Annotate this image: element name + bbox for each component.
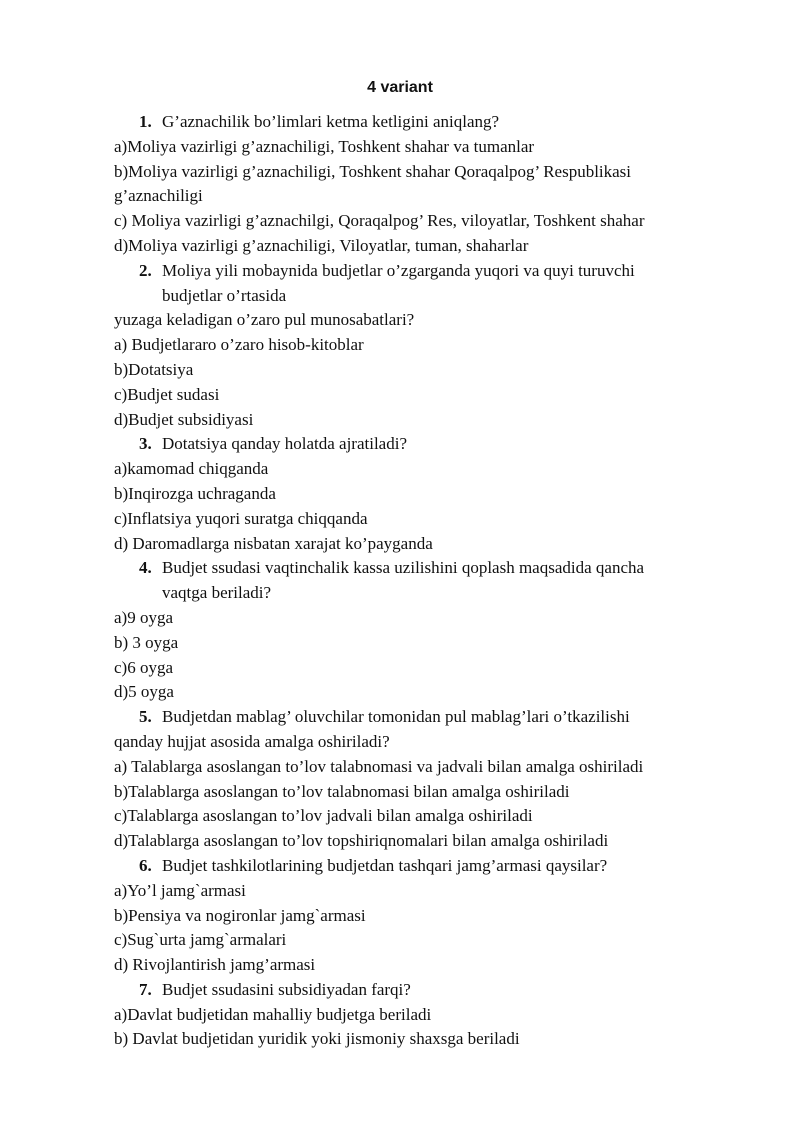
question-text-line: vaqtga beriladi?	[162, 583, 272, 603]
question-number: 7.	[139, 979, 152, 999]
question-5	[139, 705, 754, 730]
option-b: b) Davlat budjetidan yuridik yoki jismoniy shaxsga beriladi	[114, 1029, 520, 1049]
question-4	[139, 556, 754, 606]
question-text-line: Moliya yili mobaynida budjetlar o’zgarganda yuqori va quyi turuvchi	[162, 260, 635, 280]
option-b: b)Talablarga asoslangan to’lov talabnomasi bilan amalga oshiriladi	[114, 781, 570, 801]
question-number: 4.	[139, 558, 152, 578]
option-b: b)Inqirozga uchraganda	[114, 483, 276, 503]
option-d: d)5 oyga	[114, 682, 174, 702]
option-a: a) Talablarga asoslangan to’lov talabnomasi va jadvali bilan amalga oshiriladi	[114, 756, 644, 776]
option-c: c)Talablarga asoslangan to’lov jadvali bilan amalga oshiriladi	[114, 806, 533, 826]
question-text: Budjet ssudasini subsidiyadan farqi?	[162, 979, 411, 999]
option-a: a)kamomad chiqganda	[114, 459, 269, 479]
option-d: d) Daromadlarga nisbatan xarajat ko’payganda	[114, 533, 433, 553]
option-d: d) Rivojlantirish jamg’armasi	[114, 955, 316, 975]
option-b: b)Moliya vazirligi g’aznachiligi, Toshkent shahar Qoraqalpog’ Respublikasi	[114, 161, 632, 181]
question-number: 6.	[139, 855, 152, 875]
option-d: d)Talablarga asoslangan to’lov topshiriqnomalari bilan amalga oshiriladi	[114, 831, 609, 851]
question-number: 1.	[139, 112, 152, 131]
question-number: 2.	[139, 260, 152, 280]
option-a: a)Davlat budjetidan mahalliy budjetga beriladi	[114, 1004, 432, 1024]
question-text	[162, 556, 754, 606]
option-b-continued: g’aznachiligi	[114, 186, 203, 206]
question-6	[139, 854, 754, 879]
question-text: Budjet tashkilotlarining budjetdan tashqari jamg’armasi qaysilar?	[162, 855, 608, 875]
option-a: a) Budjetlararo o’zaro hisob-kitoblar	[114, 335, 364, 355]
option-c: c)Sug`urta jamg`armalari	[114, 930, 287, 950]
option-c: c)Budjet sudasi	[114, 384, 220, 404]
page-title: 4 variant	[367, 79, 433, 96]
question-text: Dotatsiya qanday holatda ajratiladi?	[162, 434, 407, 454]
option-a: a)9 oyga	[114, 607, 174, 627]
option-a: a)Yo’l jamg`armasi	[114, 880, 246, 900]
option-b: b) 3 oyga	[114, 632, 179, 652]
question-3	[139, 432, 754, 457]
question-text-continued: yuzaga keladigan o’zaro pul munosabatlari?	[114, 310, 415, 330]
option-b: b)Dotatsiya	[114, 359, 194, 379]
question-number: 3.	[139, 434, 152, 454]
question-2	[139, 259, 754, 309]
question-text-continued: qanday hujjat asosida amalga oshiriladi?	[114, 731, 390, 751]
option-c: c)6 oyga	[114, 657, 174, 677]
option-c: c) Moliya vazirligi g’aznachilgi, Qoraqalpog’ Res, viloyatlar, Toshkent shahar	[114, 211, 645, 231]
question-text-line: Budjet ssudasi vaqtinchalik kassa uzilishini qoplash maqsadida qancha	[162, 558, 645, 578]
question-list	[114, 110, 754, 1052]
option-a: a)Moliya vazirligi g’aznachiligi, Toshkent shahar va tumanlar	[114, 136, 535, 156]
question-text	[162, 259, 754, 309]
question-text: G’aznachilik bo’limlari ketma ketligini aniqlang?	[162, 112, 500, 131]
option-d: d)Budjet subsidiyasi	[114, 409, 254, 429]
option-d: d)Moliya vazirligi g’aznachiligi, Viloyatlar, tuman, shaharlar	[114, 235, 529, 255]
question-1	[139, 110, 754, 135]
question-text: Budjetdan mablag’ oluvchilar tomonidan pul mablag’lari o’tkazilishi	[162, 707, 630, 727]
option-c: c)Inflatsiya yuqori suratga chiqqanda	[114, 508, 368, 528]
option-b: b)Pensiya va nogironlar jamg`armasi	[114, 905, 366, 925]
question-number: 5.	[139, 707, 152, 727]
question-7	[139, 978, 754, 1003]
question-text-line: budjetlar o’rtasida	[162, 285, 287, 305]
